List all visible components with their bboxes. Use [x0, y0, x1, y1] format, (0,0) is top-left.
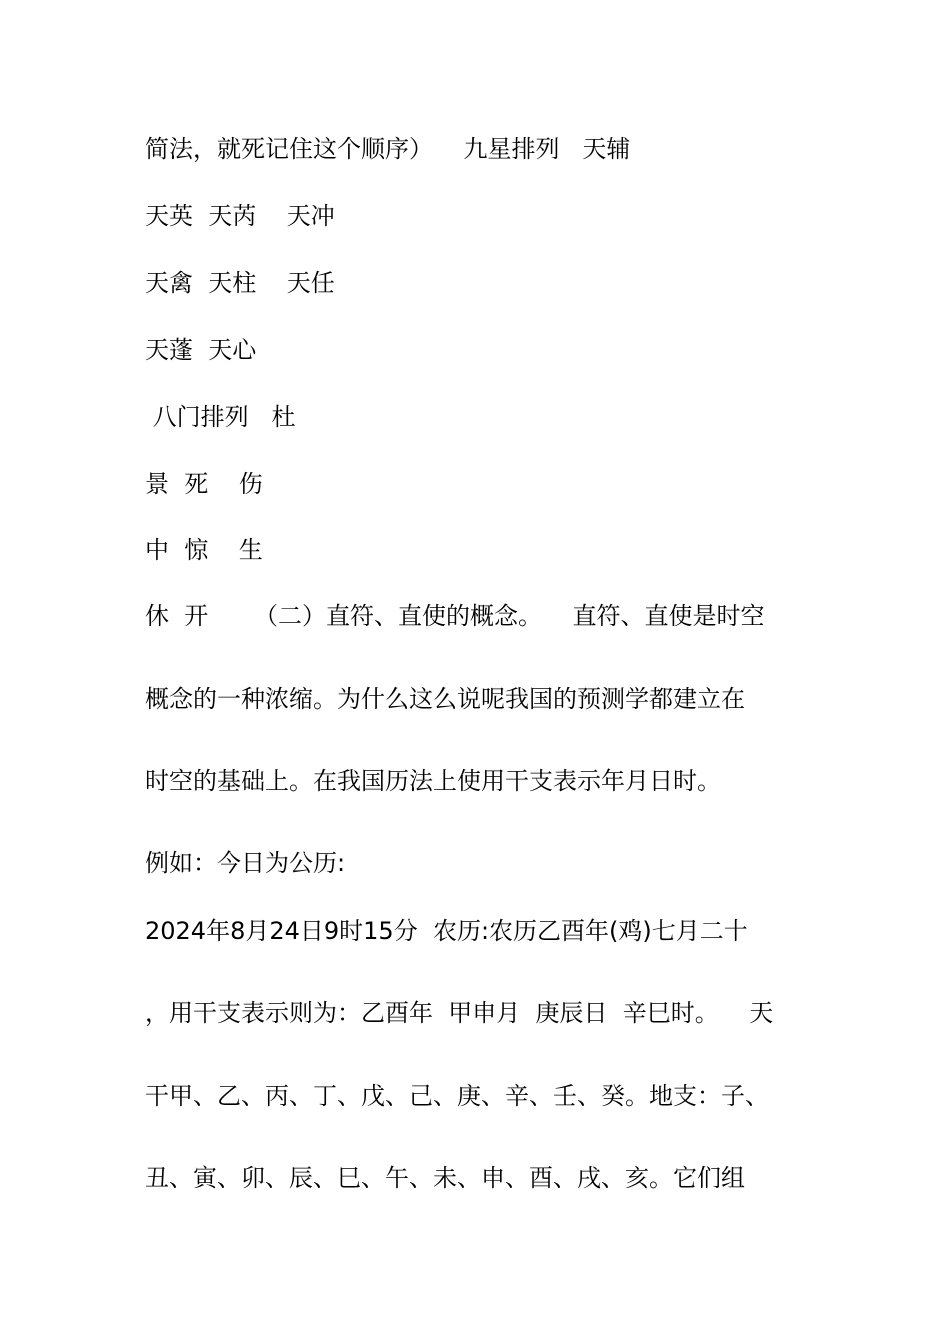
text-line-6: 景 死 伤 [145, 470, 263, 498]
text-line-12: 2024年8月24日9时15分 农历:农历乙酉年(鸡)七月二十 [145, 917, 748, 945]
text-line-4: 天蓬 天心 [145, 336, 257, 364]
text-line-10: 时空的基础上。在我国历法上使用干支表示年月日时。 [145, 767, 721, 795]
text-line-15: 丑、寅、卯、辰、巳、午、未、申、酉、戌、亥。它们组 [145, 1164, 745, 1192]
text-line-7: 中 惊 生 [145, 536, 263, 564]
text-line-1: 简法，就死记住这个顺序） 九星排列 天辅 [145, 135, 631, 163]
text-line-9: 概念的一种浓缩。为什么这么说呢我国的预测学都建立在 [145, 685, 745, 713]
text-line-11: 例如：今日为公历: [145, 849, 346, 877]
text-line-14: 干甲、乙、丙、丁、戊、己、庚、辛、壬、癸。地支：子、 [145, 1082, 769, 1110]
text-line-8: 休 开 （二）直符、直使的概念。 直符、直使是时空 [145, 602, 765, 630]
text-line-2: 天英 天芮 天冲 [145, 202, 335, 230]
text-line-13: ，用干支表示则为：乙酉年 甲申月 庚辰日 辛巳时。 天 [145, 999, 774, 1027]
text-line-5: 八门排列 杜 [145, 403, 296, 431]
text-line-3: 天禽 天柱 天任 [145, 269, 335, 297]
